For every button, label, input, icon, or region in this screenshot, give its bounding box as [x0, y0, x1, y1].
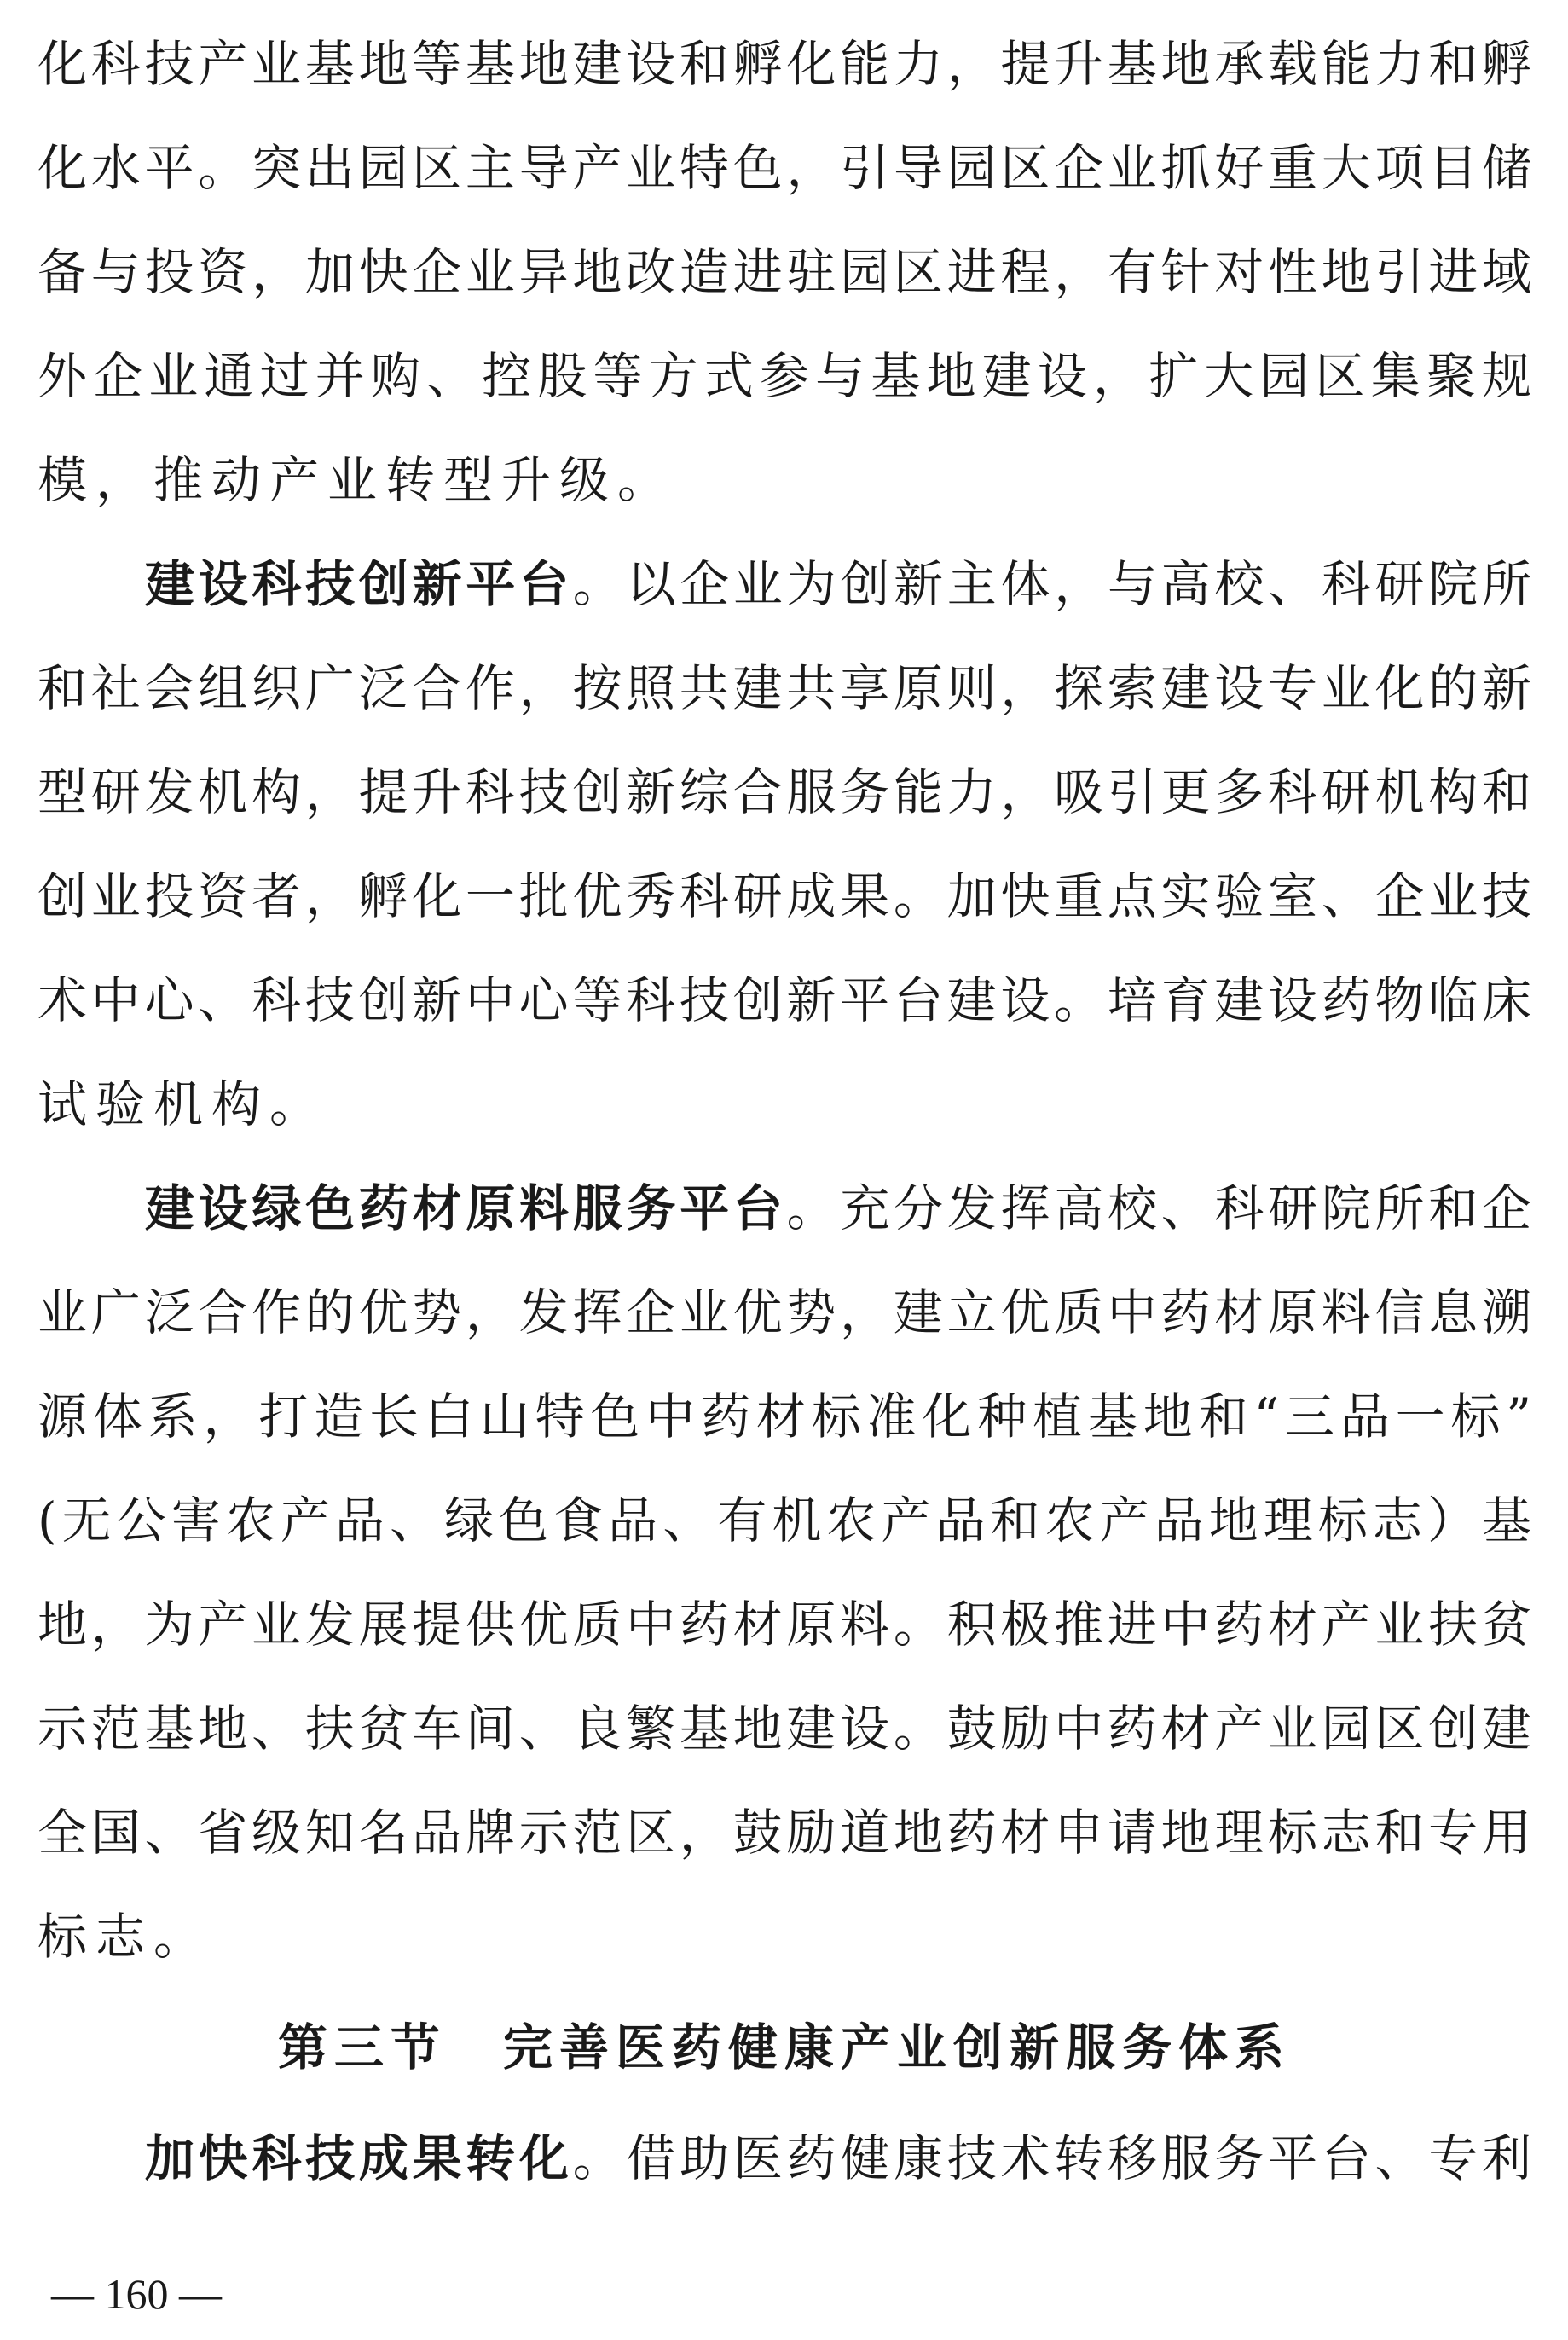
page-number: — 160 —: [51, 2270, 222, 2318]
body-line: (无公害农产品、绿色食品、有机农产品和农产品地理标志）基: [38, 1491, 1531, 1549]
body-line: 业广泛合作的优势，发挥企业优势，建立优质中药材原料信息溯: [38, 1283, 1531, 1341]
paragraph-first-line: [38, 532, 1531, 636]
section-heading: 第三节 完善医药健康产业创新服务体系: [277, 2019, 1291, 2076]
body-line: 化科技产业基地等基地建设和孵化能力，提升基地承载能力和孵: [38, 35, 1531, 93]
body-line: 地，为产业发展提供优质中药材原料。积极推进中药材产业扶贫: [38, 1596, 1531, 1654]
paragraph-lead: 加快科技成果转化: [145, 2129, 573, 2187]
body-line: 源体系，打造长白山特色中药材标准化种植基地和“三品一标”: [38, 1387, 1531, 1445]
body-text: 。借助医药健康技术转移服务平台、专利: [572, 2129, 1531, 2187]
body-line: 试验机构。: [38, 1075, 328, 1133]
body-line: 全国、省级知名品牌示范区，鼓励道地药材申请地理标志和专用: [38, 1804, 1531, 1862]
body-line: 示范基地、扶贫车间、良繁基地建设。鼓励中药材产业园区创建: [38, 1700, 1531, 1758]
body-line: 标志。: [38, 1908, 212, 1966]
body-line: 化水平。突出园区主导产业特色，引导园区企业抓好重大项目储: [38, 139, 1531, 197]
body-text: 。充分发挥高校、科研院所和企: [786, 1179, 1531, 1237]
body-text: 。以企业为创新主体，与高校、科研院所: [572, 555, 1531, 613]
body-line: 备与投资，加快企业异地改造进驻园区进程，有针对性地引进域: [38, 243, 1531, 301]
body-line: 模，推动产业转型升级。: [38, 451, 676, 509]
paragraph-lead: 建设科技创新平台: [145, 555, 573, 613]
paragraph-first-line: [38, 2106, 1531, 2210]
body-line: 型研发机构，提升科技创新综合服务能力，吸引更多科研机构和: [38, 763, 1531, 821]
body-line: 术中心、科技创新中心等科技创新平台建设。培育建设药物临床: [38, 971, 1531, 1029]
body-line: 和社会组织广泛合作，按照共建共享原则，探索建设专业化的新: [38, 659, 1531, 717]
paragraph-first-line: [38, 1156, 1531, 1260]
paragraph-lead: 建设绿色药材原料服务平台: [145, 1179, 787, 1237]
body-line: 外企业通过并购、控股等方式参与基地建设，扩大园区集聚规: [38, 347, 1531, 405]
body-line: 创业投资者，孵化一批优秀科研成果。加快重点实验室、企业技: [38, 867, 1531, 925]
